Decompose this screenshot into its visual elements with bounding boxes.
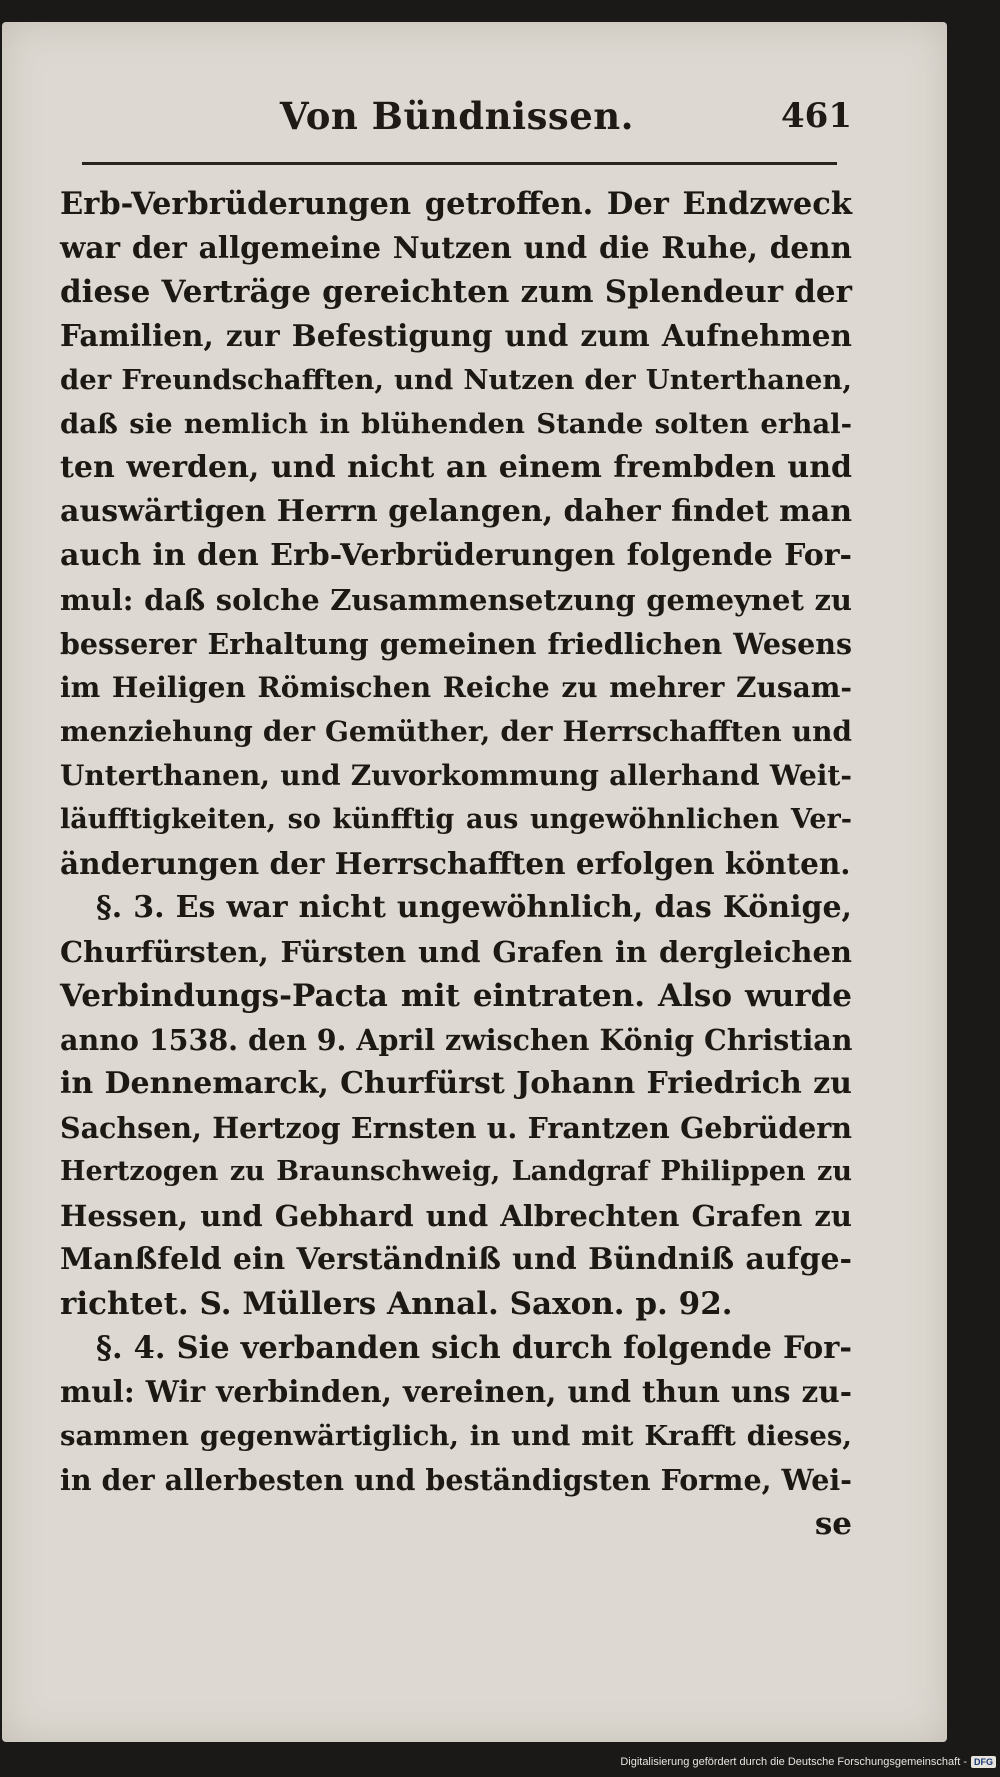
text-line: läufftigkeiten, so künfftig aus ungewöhnlichen Ver- (60, 804, 852, 835)
text-line: im Heiligen Römischen Reiche zu mehrer Zusam- (60, 671, 852, 704)
text-line: Hertzogen zu Braunschweig, Landgraf Philippen zu (60, 1156, 852, 1187)
text-line: daß sie nemlich in blühenden Stande solten erhal- (60, 408, 852, 440)
text-line: Hessen, und Gebhard und Albrechten Grafen zu (60, 1199, 852, 1233)
text-line: Verbindungs-Pacta mit eintraten. Also wurde (60, 978, 852, 1014)
catchword: se (814, 1506, 852, 1542)
text-line: Sachsen, Hertzog Ernsten u. Frantzen Gebrüdern (60, 1111, 852, 1145)
book-page (2, 22, 947, 1742)
body-text (60, 182, 852, 1546)
text-line: Unterthanen, und Zuvorkommung allerhand Weit- (60, 759, 852, 792)
text-line: in der allerbesten und beständigsten Forme, Wei- (60, 1463, 852, 1497)
page-number: 461 (781, 96, 852, 136)
text-line: auch in den Erb-Verbrüderungen folgende For- (60, 538, 852, 573)
text-line: §. 3. Es war nicht ungewöhnlich, das Könige, (96, 890, 852, 925)
running-title: Von Bündnissen. (279, 94, 635, 138)
text-line: Familien, zur Befestigung und zum Aufnehmen (60, 318, 852, 353)
digitization-credit (600, 1753, 996, 1771)
text-line: sammen gegenwärtiglich, in und mit Krafft dieses, (60, 1420, 852, 1452)
text-line: Churfürsten, Fürsten und Grafen in dergleichen (60, 935, 852, 969)
text-line: auswärtigen Herrn gelangen, daher findet man (60, 494, 853, 529)
text-line: richtet. S. Müllers Annal. Saxon. p. 92. (60, 1286, 733, 1322)
text-line: war der allgemeine Nutzen und die Ruhe, denn (60, 230, 852, 265)
text-line: mul: daß solche Zusammensetzung gemeynet zu (60, 583, 852, 617)
header-rule (82, 162, 837, 165)
text-line: §. 4. Sie verbanden sich durch folgende For- (96, 1330, 852, 1366)
text-line: mul: Wir verbinden, vereinen, und thun uns zu- (60, 1374, 852, 1409)
credit-text: Digitalisierung gefördert durch die Deutsche Forschungsgemeinschaft - (620, 1756, 967, 1768)
text-line: besserer Erhaltung gemeinen friedlichen Wesens (60, 627, 852, 661)
text-line: änderungen der Herrschafften erfolgen könten. (60, 846, 851, 881)
page-header (62, 94, 852, 154)
text-line: ten werden, und nicht an einem frembden und (60, 450, 852, 485)
text-line: anno 1538. den 9. April zwischen König Christian (60, 1023, 853, 1057)
text-line: Erb-Verbrüderungen getroffen. Der Endzweck (60, 186, 852, 222)
text-line: menziehung der Gemüther, der Herrschafften und (60, 715, 852, 748)
text-line: diese Verträge gereichten zum Splendeur der (60, 274, 852, 310)
text-line: der Freundschafften, und Nutzen der Unterthanen, (60, 364, 852, 396)
text-line: in Dennemarck, Churfürst Johann Friedrich zu (60, 1066, 852, 1101)
dfg-logo: DFG (971, 1756, 996, 1768)
text-line: Manßfeld ein Verständniß und Bündniß aufge- (60, 1242, 852, 1277)
